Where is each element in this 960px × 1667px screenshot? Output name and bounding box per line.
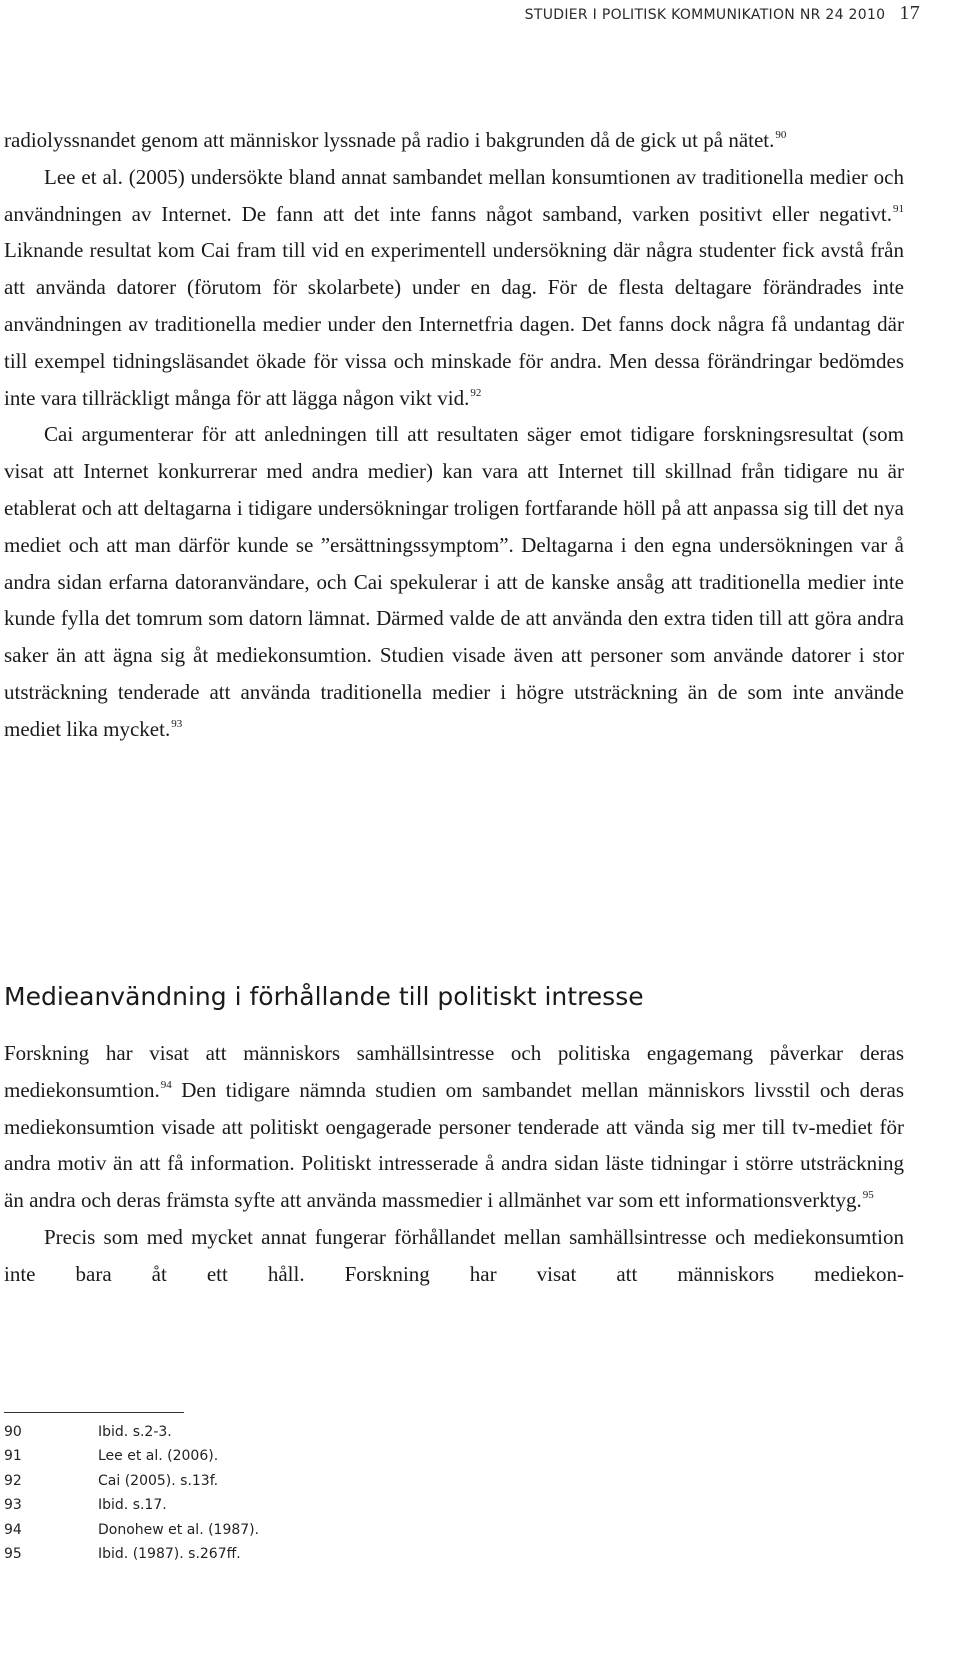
paragraph [4, 1035, 904, 1219]
footnote [4, 1518, 259, 1542]
footnote-list [4, 1420, 259, 1566]
paragraph [4, 122, 904, 159]
paragraph-text: radiolyssnandet genom att människor lyssnade på radio i bakgrunden då de gick ut på nätet. [4, 128, 775, 152]
journal-title: STUDIER I POLITISK KOMMUNIKATION NR 24 2010 [524, 7, 886, 23]
footnote-number: 95 [4, 1545, 22, 1562]
paragraph-text: Cai argumenterar för att anledningen till att resultaten säger emot tidigare forskningsresultat (som visat att Internet konkurrerar med andra medier) kan vara att Internet till skillnad från tidigare nu är etablerat och att deltagarna i tidigare undersökningar troligen fortfarande höll på att anpassa sig till det nya mediet och att man därför kunde se ”ersättningssymptom”. Deltagarna i den egna undersökningen var å andra sidan erfarna datoranvändare, och Cai spekulerar i att de kanske ansåg att traditionella medier inte kunde fylla det tomrum som datorn lämnat. Därmed valde de att använda den extra tiden till att göra andra saker än att ägna sig åt mediekonsumtion. Studien visade även att personer som använde datorer i stor utsträckning tenderade att använda traditionella medier i högre utsträckning än de som inte använde mediet lika mycket. [4, 422, 904, 741]
paragraph [4, 159, 904, 417]
footnote-ref: 94 [160, 1078, 172, 1091]
footnote-text: Ibid. (1987). s.267ff. [98, 1545, 241, 1562]
footnote-ref: 90 [775, 129, 787, 141]
footnote-ref: 92 [470, 386, 482, 399]
paragraph-text: Liknande resultat kom Cai fram till vid en experimentell undersökning där några studenter fick avstå från att använda datorer (förutom för skolarbete) under en dag. För de flesta deltagare förändrades inte användningen av traditionella medier under den Internetfria dagen. Det fanns dock några få undantag där till exempel tidningsläsandet ökade för vissa och minskade för andra. Men dessa förändringar bedömdes inte vara tillräckligt många för att lägga någon vikt vid. [4, 238, 904, 410]
footnote-text: Cai (2005). s.13f. [98, 1472, 219, 1489]
footnote-number: 91 [4, 1448, 22, 1465]
paragraph-text: Forskning har visat att människors samhällsintresse och politiska engagemang påverkar deras mediekonsumtion. [4, 1041, 904, 1102]
footnote-number: 94 [4, 1521, 22, 1538]
footnote-text: Donohew et al. (1987). [98, 1521, 260, 1538]
footnote-number: 93 [4, 1497, 22, 1514]
running-header [525, 2, 920, 25]
footnote-text: Ibid. s.2-3. [98, 1424, 172, 1440]
paragraph [4, 1219, 904, 1293]
paragraph [4, 416, 904, 747]
footnote-text: Lee et al. (2006). [98, 1448, 219, 1465]
body-text-section-2 [4, 1035, 904, 1293]
paragraph-text: Lee et al. (2005) undersökte bland annat sambandet mellan konsumtionen av traditionella medier och användningen av Internet. De fann att det inte fanns något samband, varken positivt eller negativt. [4, 164, 904, 226]
paragraph-text: Precis som med mycket annat fungerar förhållandet mellan samhällsintresse och mediekonsumtion inte bara åt ett håll. Forskning har visat att människors mediekon- [4, 1224, 904, 1286]
footnote [4, 1469, 259, 1493]
page-number: 17 [899, 2, 920, 24]
footnote-text: Ibid. s.17. [98, 1497, 167, 1514]
footnote-number: 90 [4, 1424, 22, 1440]
footnote-ref: 93 [171, 717, 183, 730]
footnote [4, 1444, 259, 1468]
footnote [4, 1493, 259, 1517]
footnote-ref: 95 [862, 1189, 874, 1202]
footnote [4, 1420, 259, 1444]
footnote-divider [4, 1412, 184, 1413]
paragraph-text: Den tidigare nämnda studien om sambandet mellan människors livsstil och deras mediekonsumtion visade att politiskt oengagerade personer tenderade att vända sig mer till tv-mediet för andra motiv än att få information. Politiskt intresserade å andra sidan läste tidningar i större utsträckning än andra och deras främsta syfte att använda massmedier i allmänhet var som ett informationsverktyg. [4, 1077, 904, 1213]
footnote [4, 1542, 259, 1566]
footnote-ref: 91 [893, 202, 904, 215]
section-heading: Medieanvändning i förhållande till politiskt intresse [4, 982, 644, 1011]
footnote-number: 92 [4, 1472, 22, 1489]
body-text-section-1 [4, 122, 904, 748]
